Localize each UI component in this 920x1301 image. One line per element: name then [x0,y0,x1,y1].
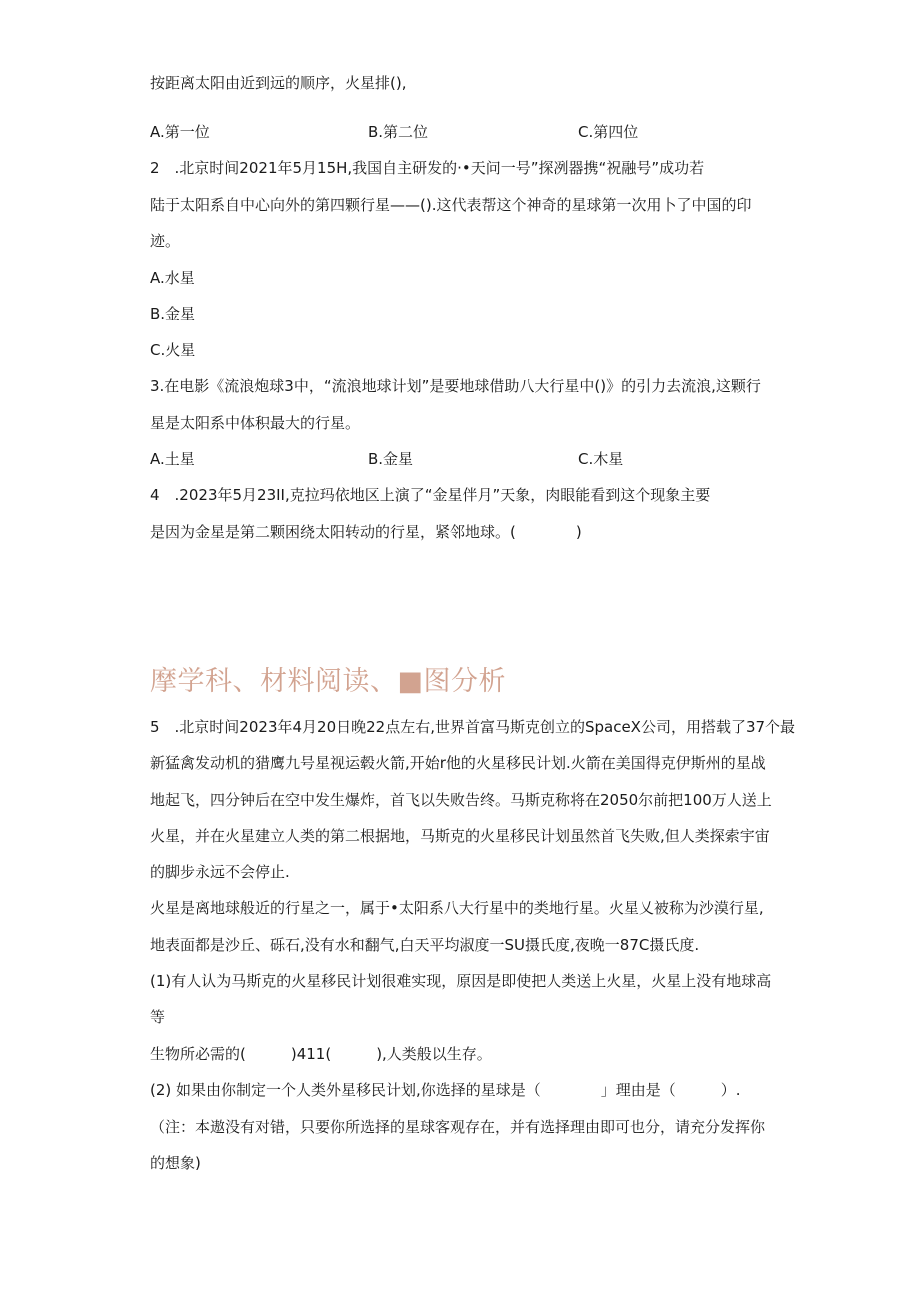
q3-option-a: A.土星 [150,450,195,468]
q1-option-b: B.第二位 [368,123,429,141]
q2-option-b: B.金星 [150,305,196,323]
q5-sub1-line-1: (1)有人认为马斯克的火星移民计划很难实现，原因是即使把人类送上火星，火星上没有地球高 [150,972,772,990]
q5-sub2: (2) 如果由你制定一个人类外星移民计划,你选择的星球是（ 」理由是（ ）. [150,1081,741,1099]
q1-stem: 按距离太阳由近到远的顺序，火星排(), [150,74,407,92]
q2-option-a: A.水星 [150,269,195,287]
q5-note-line-2: 的想象) [150,1154,201,1172]
q4-stem-line-2: 是因为金星是第二颗困绕太阳转动的行星，紧邻地球。( ) [150,523,582,541]
q1-option-a: A.第一位 [150,123,210,141]
q3-stem-line-1: 3.在电影《流浪炮球3中，“流浪地球计划”是要地球借助八大行星中()》的引力去流浪,这颗行 [150,377,761,395]
q2-stem-line-3: 迹。 [150,232,181,250]
q4-stem-line-1: 4 .2023年5月23II,克拉玛依地区上演了“金星伴月”天象，肉眼能看到这个现象主要 [150,486,711,504]
q3-option-b: B.金星 [368,450,414,468]
q5-passage1-line-4: 火星，并在火星建立人类的第二根据地，马斯克的火星移民计划虽然首飞失败,但人类探索宇宙 [150,827,770,845]
q5-passage1-line-5: 的脚步永远不会停止. [150,863,290,881]
q2-stem-line-2: 陆于太阳系自中心向外的第四颗行星——().这代表帮这个神奇的星球第一次用卜了中国的印 [150,196,752,214]
q3-stem-line-2: 星是太阳系中体积最大的行星。 [150,414,361,432]
q1-option-c: C.第四位 [578,123,639,141]
q2-stem-line-1: 2 .北京时间2021年5月15H,我国自主研发的·•天问一号”探冽器携“祝融号”成功若 [150,159,705,177]
q5-passage1-line-3: 地起飞，四分钟后在空中发生爆炸，首飞以失败告终。马斯克称将在2050尔前把100万人送上 [150,791,772,809]
q5-passage1-line-1: 5 .北京时间2023年4月20日晚22点左右,世界首富马斯克创立的SpaceX公司，用搭载了37个最 [150,718,796,736]
q5-sub1-line-2: 等 [150,1008,166,1026]
q5-passage2-line-2: 地表面都是沙丘、砾石,没有水和翻气,白天平均淑度一SU摄氏度,夜晚一87C摄氏度. [150,936,700,954]
q2-option-c: C.火星 [150,341,196,359]
q5-passage1-line-2: 新猛禽发动机的猎鹰九号星视运毂火箭,开始r他的火星移民计划.火箭在美国得克伊斯州的星战 [150,754,766,772]
section-title: 摩学科、材料阅读、■图分析 [150,666,507,697]
q5-note-line-1: （注：本遨没有对错，只要你所选择的星球客观存在，并有选择理由即可也分，请充分发挥你 [150,1118,766,1136]
q5-sub1-line-3: 生物所必需的( )411( ),人类般以生存。 [150,1045,492,1063]
q5-passage2-line-1: 火星是离地球般近的行星之一，属于•太阳系八大行星中的类地行星。火星乂被称为沙漠行星, [150,899,764,917]
q3-option-c: C.木星 [578,450,624,468]
